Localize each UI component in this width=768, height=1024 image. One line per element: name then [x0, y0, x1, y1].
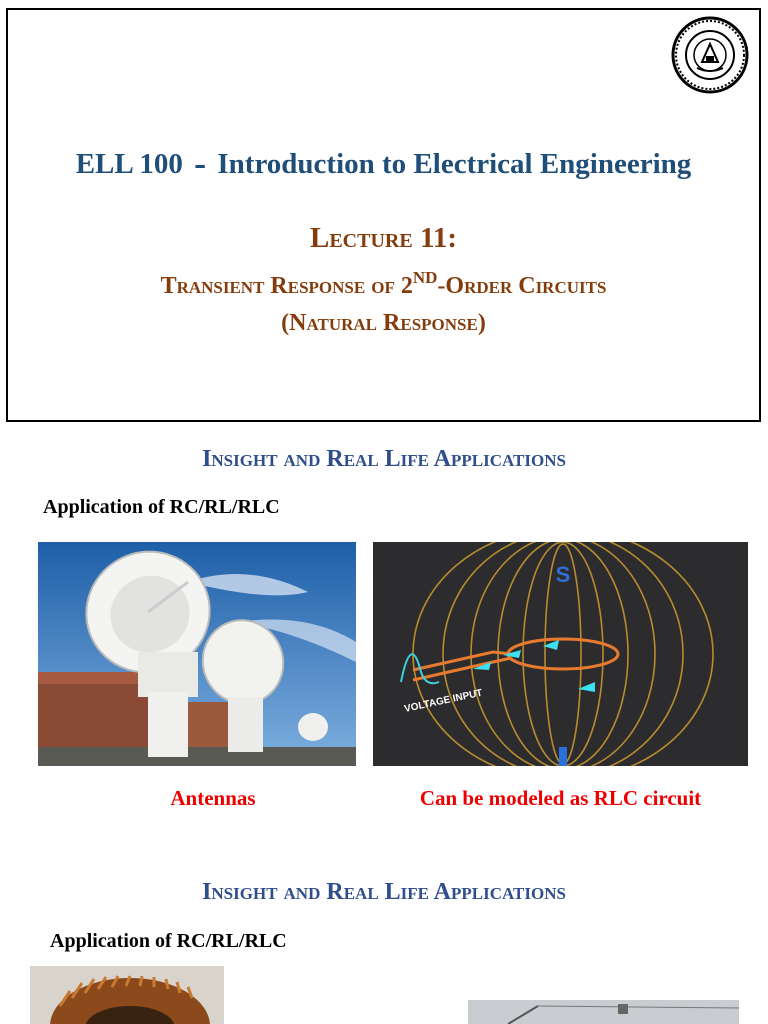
rlc-diagram-image: [373, 542, 748, 766]
lecture-subtopic: (Natural Response): [281, 310, 486, 336]
transmission-line-photo: [468, 1000, 739, 1024]
course-title: [8, 142, 759, 184]
toroid-inductor-photo: [30, 966, 224, 1024]
course-code: ELL 100: [75, 148, 183, 180]
sub-heading: Application of RC/RL/RLC: [43, 496, 280, 518]
course-name: Introduction to Electrical Engineering: [217, 148, 692, 180]
section-heading-2: Insight and Real Life Applications: [202, 879, 566, 905]
section-heading: Insight and Real Life Applications: [202, 446, 566, 472]
svg-text:S: S: [555, 562, 571, 587]
lecture-title: [8, 220, 759, 342]
antenna-photo: [38, 542, 356, 766]
lecture-topic: Transient Response of 2ND-Order Circuits: [160, 268, 607, 299]
antennas-caption: Antennas: [170, 786, 256, 810]
title-dash: -: [194, 143, 207, 183]
sub-heading-2: Application of RC/RL/RLC: [50, 930, 287, 952]
title-slide: [6, 8, 761, 422]
rlc-caption: Can be modeled as RLC circuit: [419, 786, 702, 810]
voltage-input-label: VOLTAGE INPUT: [403, 687, 484, 715]
lecture-number: Lecture 11:: [310, 222, 457, 254]
institute-logo: [671, 16, 749, 94]
superscript: ND: [412, 268, 438, 287]
